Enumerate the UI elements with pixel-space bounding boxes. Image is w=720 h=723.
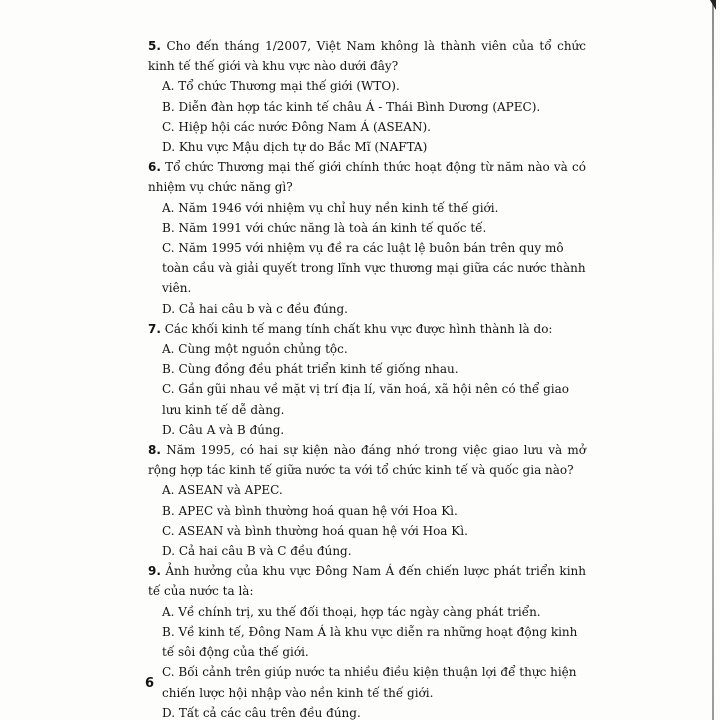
option-d: D. Khu vực Mậu dịch tự do Bắc Mĩ (NAFTA) <box>162 140 428 155</box>
option-c: C. Bối cảnh trên giúp nước ta nhiều điều kiện thuận lợi để thực hiện chiến lược hội nhập vào nền kinh tế thế giới. <box>162 665 577 700</box>
option-list <box>148 76 586 157</box>
question-text <box>148 157 586 197</box>
question-stem: Tổ chức Thương mại thế giới chính thức hoạt động từ năm nào và có nhiệm vụ chức năng gì? <box>148 160 586 195</box>
option-list <box>148 198 586 319</box>
question-number: 9. <box>148 564 161 579</box>
option-b: B. Cùng đồng đều phát triển kinh tế giống nhau. <box>162 362 459 377</box>
question-stem: Năm 1995, có hai sự kiện nào đáng nhớ trong việc giao lưu và mở rộng hợp tác kinh tế giữa nước ta với tổ chức kinh tế và quốc gia nào? <box>148 443 586 478</box>
question-stem: Cho đến tháng 1/2007, Việt Nam không là thành viên của tổ chức kinh tế thế giới và khu vực nào dưới đây? <box>148 39 586 74</box>
option-b: B. Diễn đàn hợp tác kinh tế châu Á - Thái Bình Dương (APEC). <box>162 99 541 114</box>
option-d: D. Cả hai câu b và c đều đúng. <box>162 301 348 316</box>
question-text <box>148 440 586 480</box>
question-number: 8. <box>148 443 161 458</box>
question-8 <box>148 440 586 561</box>
option-c: C. Năm 1995 với nhiệm vụ đề ra các luật lệ buôn bán trên quy mô toàn cầu và giải quyết trong lĩnh vực thương mại giữa các nước thành viên. <box>162 241 586 296</box>
option-b: B. Năm 1991 với chức năng là toà án kinh tế quốc tế. <box>162 220 487 235</box>
option-c: C. Hiệp hội các nước Đông Nam Á (ASEAN). <box>162 119 431 134</box>
option-b: B. APEC và bình thường hoá quan hệ với Hoa Kì. <box>162 503 458 518</box>
option-a: A. Về chính trị, xu thế đối thoại, hợp tác ngày càng phát triển. <box>162 604 541 619</box>
option-d: D. Câu A và B đúng. <box>162 422 285 437</box>
option-a: A. Tổ chức Thương mại thế giới (WTO). <box>162 79 400 94</box>
question-5 <box>148 36 586 157</box>
option-list <box>148 339 586 440</box>
page-number: 6 <box>145 676 155 691</box>
option-a: A. Năm 1946 với nhiệm vụ chỉ huy nền kinh tế thế giới. <box>162 200 499 215</box>
option-a: A. Cùng một nguồn chủng tộc. <box>162 342 348 357</box>
question-9 <box>148 561 586 723</box>
option-list <box>148 480 586 561</box>
page-edge-shadow <box>712 0 714 720</box>
option-b: B. Về kinh tế, Đông Nam Á là khu vực diễn ra những hoạt động kinh tế sôi động của thế giới. <box>162 624 578 660</box>
question-list <box>148 36 586 723</box>
question-number: 6. <box>148 160 161 175</box>
question-text <box>148 561 586 601</box>
option-d: D. Cả hai câu B và C đều đúng. <box>162 544 352 559</box>
question-6 <box>148 157 586 319</box>
question-number: 5. <box>148 39 161 53</box>
option-d: D. Tất cả các câu trên đều đúng. <box>162 705 361 720</box>
question-7 <box>148 319 586 440</box>
question-text <box>148 319 586 339</box>
option-a: A. ASEAN và APEC. <box>162 483 283 498</box>
question-number: 7. <box>148 321 161 336</box>
option-c: C. ASEAN và bình thường hoá quan hệ với Hoa Kì. <box>162 523 468 538</box>
question-stem: Ảnh hưởng của khu vực Đông Nam Á đến chiến lược phát triển kinh tế của nước ta là: <box>148 564 586 599</box>
option-c: C. Gần gũi nhau về mặt vị trí địa lí, văn hoá, xã hội nên có thể giao lưu kinh tế dễ dàng. <box>162 382 569 417</box>
question-text <box>148 36 586 76</box>
question-stem: Các khối kinh tế mang tính chất khu vực được hình thành là do: <box>164 321 553 336</box>
option-list <box>148 602 586 723</box>
